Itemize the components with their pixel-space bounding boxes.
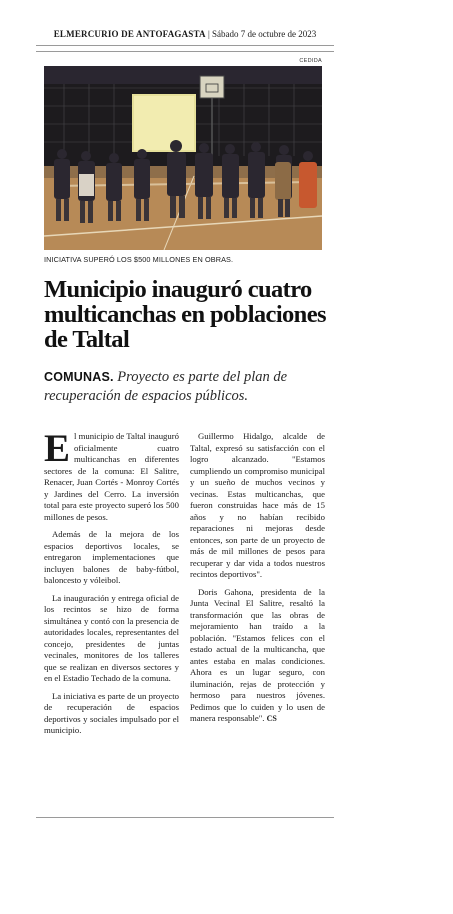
body-paragraph: Además de la mejora de los espacios deportivos locales, se entregaron implementaciones que incluyen balones de baby-fútbol, baloncesto y vóleibol. (44, 529, 179, 585)
paragraph-text: Doris Gahona, presidenta de la Junta Vecinal El Salitre, resaltó la transformación que las obras de mejoramiento han traído a la población. "Estamos felices con el estado actual de la multicancha, que antes estaba en malas condiciones. Ahora es un lugar seguro, con iluminación, rejas de protección y hermoso para nuestros jóvenes. Pedimos que lo cuiden y lo usen de manera responsable". (190, 586, 325, 723)
publication-date: | Sábado 7 de octubre de 2023 (208, 29, 317, 39)
newspaper-name: ELMERCURIO DE ANTOFAGASTA (53, 29, 206, 39)
section-kicker: COMUNAS. (44, 370, 114, 384)
article-column-2 (190, 431, 325, 731)
body-paragraph (44, 427, 179, 523)
footer-rule (36, 817, 334, 818)
body-paragraph (190, 587, 325, 725)
article-deck (44, 368, 329, 406)
photo-caption: INICIATIVA SUPERÓ LOS $500 MILLONES EN OBRAS. (44, 255, 234, 264)
end-mark: CS (266, 714, 277, 723)
masthead-rule-thin (36, 51, 334, 52)
article-column-1 (44, 427, 179, 743)
article-photo (44, 66, 322, 250)
body-paragraph: La inauguración y entrega oficial de los recintos se hizo de forma simultánea y contó con la presencia de autoridades locales, representantes del concejo, presidentes de juntas vecinales, monitores de los talleres que se realizan en diversos sectores y en el Estadio Techado de la comuna. (44, 592, 179, 683)
drop-cap: E (44, 427, 71, 470)
body-paragraph: Guillermo Hidalgo, alcalde de Taltal, expresó su satisfacción con el logro alcanzado. "Estamos cumpliendo un compromiso municipal y un sueño de muchos vecinos y vecinas. Estas multicanchas, que fueron construidas hace más de 15 años y no habían recibido reparaciones ni mejoras desde entonces, son parte de un proyecto de más de mil millones de pesos para recuperar y dar vida a todos nuestros recintos deportivos". (190, 431, 325, 579)
photo-credit: CEDIDA (299, 58, 322, 64)
article-subheadline: Proyecto es parte del plan de recuperación de espacios públicos. (44, 369, 288, 404)
body-paragraph: La iniciativa es parte de un proyecto de recuperación de espacios deportivos y sociales impulsado por el municipio. (44, 690, 179, 735)
paragraph-text: l municipio de Taltal inauguró oficialmente cuatro multicanchas en diferentes sectores de la comuna: El Salitre, Renacer, Juan Cortés - Monroy Cortés y Jardines del Cerro. La inversión total para este proyecto superó los 500 millones de pesos. (44, 431, 179, 522)
newspaper-masthead (40, 26, 330, 42)
article-headline: Municipio inauguró cuatro multicanchas en poblaciones de Taltal (44, 276, 326, 353)
masthead-rule (36, 45, 334, 46)
